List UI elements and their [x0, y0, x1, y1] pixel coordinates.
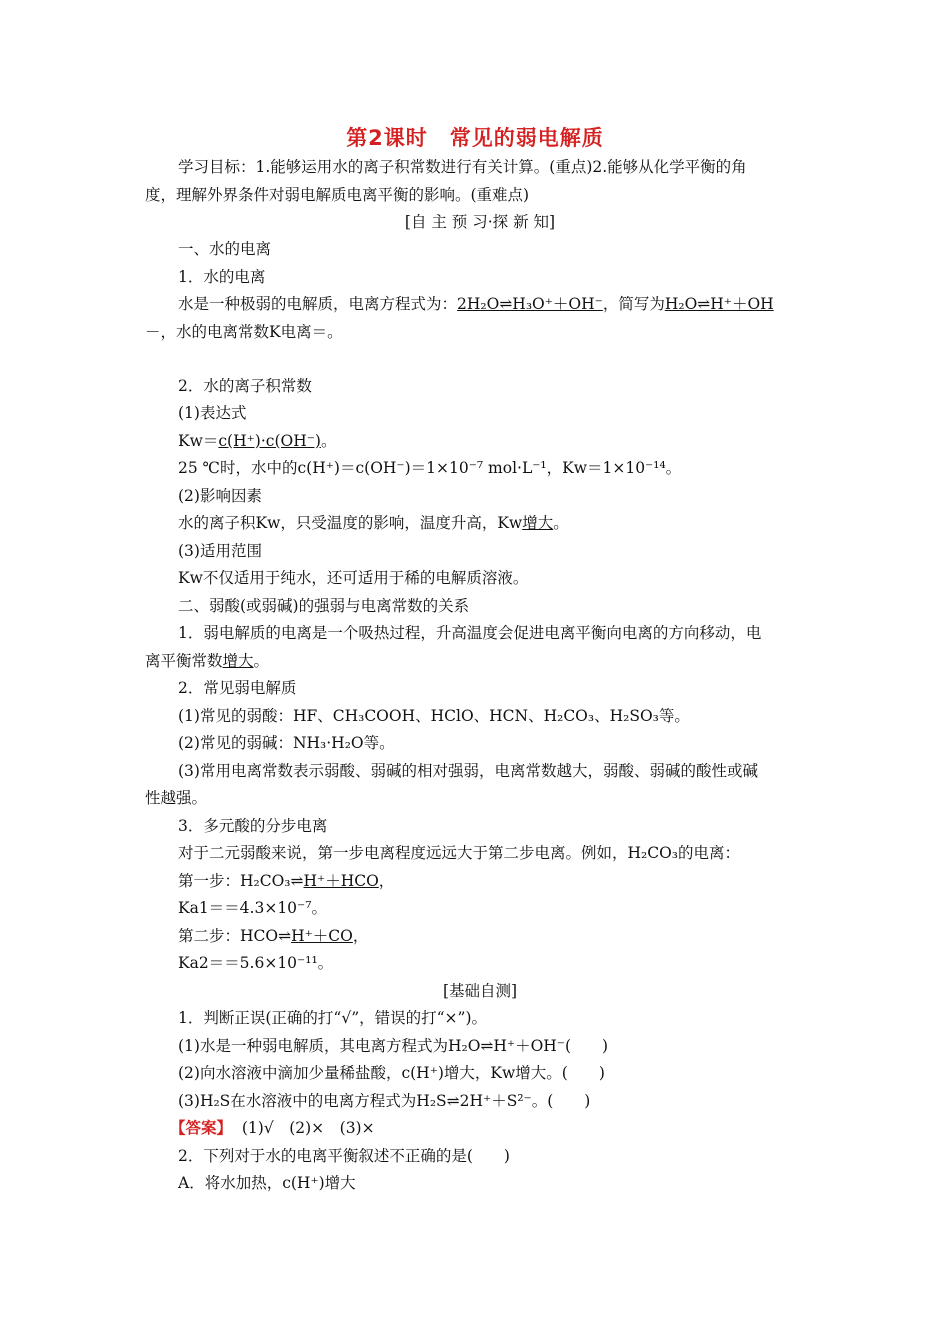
question-1-2: (2)向水溶液中滴加少量稀盐酸，c(H⁺)增大，Kw增大。( )	[178, 1064, 605, 1082]
answer-increase: 增大	[222, 652, 254, 670]
text: 。	[253, 652, 270, 670]
equation-full: 2H₂O⇌H₃O⁺＋OH⁻	[457, 295, 603, 313]
text: 第一步：H₂CO₃⇌	[178, 872, 304, 890]
learning-goal-line2: 度，理解外界条件对弱电解质电离平衡的影响。(重难点)	[145, 186, 530, 204]
water-ionization-line	[178, 294, 818, 314]
step2	[178, 926, 818, 946]
section1-title: 一、水的电离	[178, 240, 272, 258]
text: ，简写为	[602, 295, 665, 313]
answer-increase: 增大	[522, 514, 554, 532]
question-2-option-a: A．将水加热，c(H⁺)增大	[178, 1174, 356, 1192]
text: 离平衡常数	[145, 652, 223, 670]
water-constant-line: －，水的电离常数K电离＝。	[145, 323, 343, 341]
equation-short: H₂O⇌H⁺＋OH	[664, 295, 774, 313]
kw-expression	[178, 431, 818, 451]
section2-p1-line2	[145, 651, 815, 671]
page-title: 第2课时 常见的弱电解质	[346, 126, 604, 150]
answer-label: 【答案】	[170, 1118, 233, 1137]
answer-line	[170, 1118, 840, 1138]
selftest-header: [基础自测]	[442, 982, 518, 1000]
text: 。	[320, 432, 337, 450]
question-1-3: (3)H₂S在水溶液中的电离方程式为H₂S⇌2H⁺＋S²⁻。( )	[178, 1092, 591, 1110]
question-2: 2．下列对于水的电离平衡叙述不正确的是( )	[178, 1147, 510, 1165]
strength-line1: (3)常用电离常数表示弱酸、弱碱的相对强弱，电离常数越大，弱酸、弱碱的酸性或碱	[178, 762, 758, 780]
weak-bases: (2)常见的弱碱：NH₃·H₂O等。	[178, 734, 395, 752]
strength-line2: 性越强。	[145, 789, 208, 807]
kw-formula: c(H⁺)·c(OH⁻)	[218, 432, 321, 450]
section2-p2: 2．常见弱电解质	[178, 679, 297, 697]
section2-p3: 3．多元酸的分步电离	[178, 817, 328, 835]
weak-acids: (1)常见的弱酸：HF、CH₃COOH、HClO、HCN、H₂CO₃、H₂SO₃等。	[178, 707, 690, 725]
answer-text: (1)√ (2)× (3)×	[241, 1119, 375, 1137]
step1	[178, 871, 818, 891]
preview-header: [自 主 预 习·探 新 知]	[404, 213, 556, 231]
learning-goal-line1: 学习目标：1.能够运用水的离子积常数进行有关计算。(重点)2.能够从化学平衡的角	[178, 158, 747, 176]
text: 第二步：HCO⇌	[178, 927, 292, 945]
factor-line	[178, 513, 818, 533]
section1-sub2: 2．水的离子积常数	[178, 377, 312, 395]
ka2: Ka2＝＝5.6×10⁻¹¹。	[178, 954, 334, 972]
step2-products: H⁺＋CO	[291, 927, 353, 945]
section2-title: 二、弱酸(或弱碱)的强弱与电离常数的关系	[178, 597, 470, 615]
question-1: 1．判断正误(正确的打“√”，错误的打“×”)。	[178, 1009, 488, 1027]
text: ，	[352, 927, 369, 945]
text: 。	[553, 514, 569, 532]
factor-title: (2)影响因素	[178, 487, 262, 505]
kw-at-25: 25 ℃时，水中的c(H⁺)＝c(OH⁻)＝1×10⁻⁷ mol·L⁻¹，Kw＝1×10⁻¹⁴。	[178, 459, 682, 477]
section1-sub1: 1．水的电离	[178, 268, 266, 286]
question-1-1: (1)水是一种弱电解质，其电离方程式为H₂O⇌H⁺＋OH⁻( )	[178, 1037, 609, 1055]
section2-p1-line1: 1．弱电解质的电离是一个吸热过程，升高温度会促进电离平衡向电离的方向移动，电	[178, 624, 762, 642]
scope-title: (3)适用范围	[178, 542, 262, 560]
diprotic-line: 对于二元弱酸来说，第一步电离程度远远大于第二步电离。例如，H₂CO₃的电离：	[178, 844, 741, 862]
text: ，	[378, 872, 395, 890]
scope-line: Kw不仅适用于纯水，还可适用于稀的电解质溶液。	[178, 569, 529, 587]
text: 水的离子积Kw，只受温度的影响，温度升高，Kw	[178, 514, 523, 532]
expression-title: (1)表达式	[178, 404, 247, 422]
text: 水是一种极弱的电解质，电离方程式为：	[178, 295, 458, 313]
text: Kw＝	[178, 432, 219, 450]
ka1: Ka1＝＝4.3×10⁻⁷。	[178, 899, 327, 917]
step1-products: H⁺＋HCO	[303, 872, 379, 890]
